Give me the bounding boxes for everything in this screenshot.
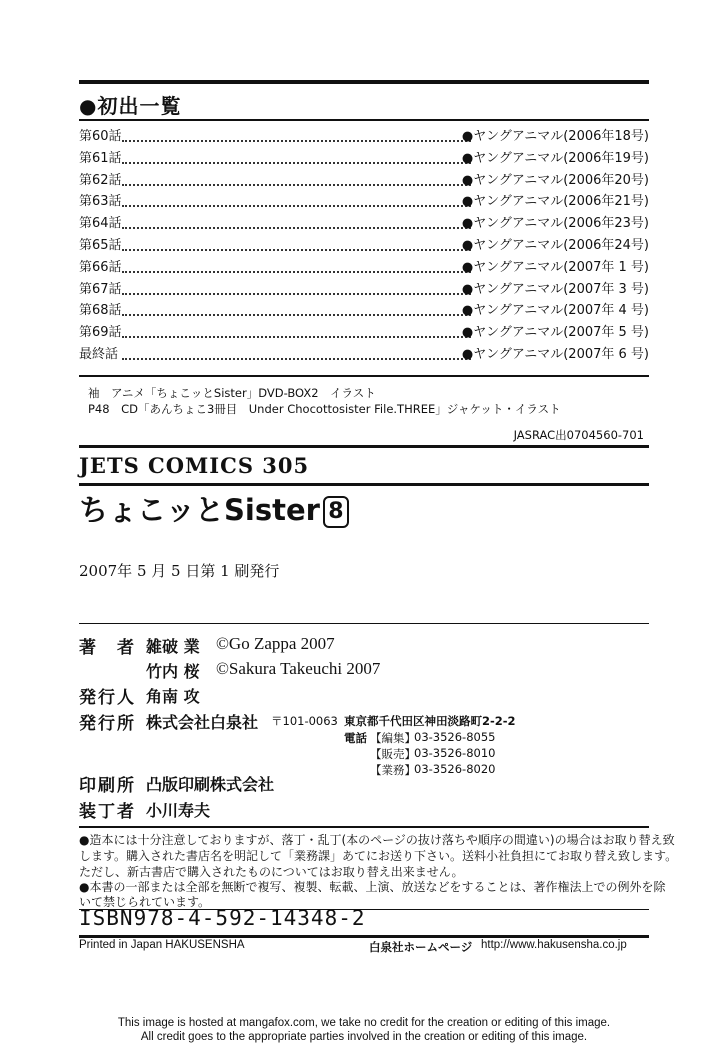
source-label: ●ヤングアニマル(2006年23号) [461,216,649,232]
list-item [79,127,649,147]
postal-code: 〒101-0063 [271,714,338,728]
episode-label: 第66話 [79,259,122,275]
leader-dots [122,293,471,295]
first-appearance-title: ●初出一覧 [79,94,182,118]
disclaimer-line-2: します。購入された書店名を明記して「業務課」あてにお送り下さい。送料小社負担にてお取り替え致します。 [79,849,678,863]
printed-in-japan: Printed in Japan HAKUSENSHA [79,939,245,951]
printer-name: 凸版印刷株式会社 [146,775,275,794]
book-title [79,488,349,529]
leader-dots [122,336,471,338]
episode-label: 第62話 [79,172,122,188]
phone-dept-sales: 【販売】 [370,747,416,761]
leader-dots [122,140,471,142]
publish-date: 2007年 5 月 5 日第 1 刷発行 [79,562,280,580]
episode-label: 第65話 [79,238,122,253]
list-item [79,323,649,343]
credits-top-rule [79,623,649,624]
disclaimer-line-4: ●本書の一部または全部を無断で複写、複製、転載、上演、放送などをすることは、著作権法上での例外を除 [79,880,666,894]
phone-number-operations: 03-3526-8020 [414,762,496,776]
source-label: ●ヤングアニマル(2006年24号) [461,238,649,253]
episode-label: 第60話 [79,129,122,144]
isbn-rule [79,935,649,938]
leader-dots [122,314,471,316]
note-line-1: 袖 アニメ「ちょこッとSister」DVD-BOX2 イラスト [88,386,376,400]
disclaimer-line-3: ただし、新古書店で購入されたものについてはお取り替え出来ません。 [79,865,464,879]
source-label: ●ヤングアニマル(2007年 5 号) [461,325,649,341]
list-item [79,171,649,191]
source-label: ●ヤングアニマル(2006年21号) [461,194,649,210]
publisher-person: 角南 攻 [146,687,200,706]
list-item [79,258,649,278]
homepage-label: 白泉社ホームページ [369,940,473,954]
note-line-2: P48 CD「あんちょこ3冊目 Under Chocottosister File.THREE」ジャケット・イラスト [88,402,561,416]
source-label: ●ヤングアニマル(2006年19号) [461,150,649,166]
list-item [79,214,649,234]
leader-dots [122,162,471,164]
series-divider [79,483,649,486]
publisher-address: 東京都千代田区神田淡路町2-2-2 [344,714,516,728]
episode-label: 第63話 [79,194,122,210]
source-label: ●ヤングアニマル(2006年20号) [461,172,649,188]
source-label: ●ヤングアニマル(2007年 4 号) [461,303,649,319]
list-item [79,301,649,321]
title-underline [79,119,649,121]
list-divider [79,375,649,377]
disclaimer-line-5: いて禁じられています。 [79,895,211,909]
episode-label: 第69話 [79,325,122,341]
author-label: 著 者 [79,638,136,658]
leader-dots [122,271,471,273]
source-label: ●ヤングアニマル(2007年 6 号) [461,347,649,362]
isbn: ISBN978-4-592-14348-2 [79,906,366,930]
author1-copyright: ©Go Zappa 2007 [216,634,335,653]
book-title-text: ちょこッとSister [79,493,320,527]
list-item [79,345,649,365]
leader-dots [122,249,471,251]
printer-label: 印刷所 [79,776,136,796]
list-item [79,280,649,300]
episode-label: 最終話 [79,347,119,362]
publisher-name: 株式会社白泉社 [146,713,259,732]
leader-dots [122,184,471,186]
designer-name: 小川寿夫 [146,801,211,820]
designer-label: 装丁者 [79,802,136,822]
source-label: ●ヤングアニマル(2007年 1 号) [461,259,649,275]
jasrac-divider [79,445,649,448]
episode-label: 第64話 [79,216,122,232]
source-label: ●ヤングアニマル(2006年18号) [461,129,649,144]
publisher-person-label: 発行人 [79,688,136,708]
homepage-url[interactable]: http://www.hakusensha.co.jp [481,939,627,951]
disclaimer-line-1: ●造本には十分注意しておりますが、落丁・乱丁(本のページの抜け落ちや順序の間違い)の場合はお取り替え致 [79,833,675,847]
episode-label: 第68話 [79,303,122,319]
jasrac-code: JASRAC出0704560-701 [513,428,644,442]
list-item [79,236,649,256]
phone-number-editorial: 03-3526-8055 [414,730,496,744]
list-item [79,192,649,212]
leader-dots [122,227,471,229]
hosting-notice-line-2: All credit goes to the appropriate parties involved in the creation or editing of this image. [140,1031,588,1043]
credits-bottom-rule [79,826,649,828]
leader-dots [122,358,471,360]
series-label: JETS COMICS 305 [79,453,310,478]
phone-dept-operations: 【業務】 [370,763,416,777]
source-label: ●ヤングアニマル(2007年 3 号) [461,281,649,297]
author2-name: 竹内 桜 [146,662,200,681]
phone-number-sales: 03-3526-8010 [414,746,496,760]
author1-name: 雑破 業 [146,637,200,656]
leader-dots [122,205,471,207]
phone-dept-editorial: 【編集】 [370,731,416,745]
volume-badge: 8 [323,496,349,528]
author2-copyright: ©Sakura Takeuchi 2007 [216,659,381,678]
episode-label: 第67話 [79,281,122,297]
episode-label: 第61話 [79,150,122,166]
top-rule [79,80,649,84]
publisher-label: 発行所 [79,714,136,734]
list-item [79,149,649,169]
hosting-notice-line-1: This image is hosted at mangafox.com, we take no credit for the creation or editing of this image. [117,1017,611,1029]
phone-label: 電話 [344,731,367,745]
